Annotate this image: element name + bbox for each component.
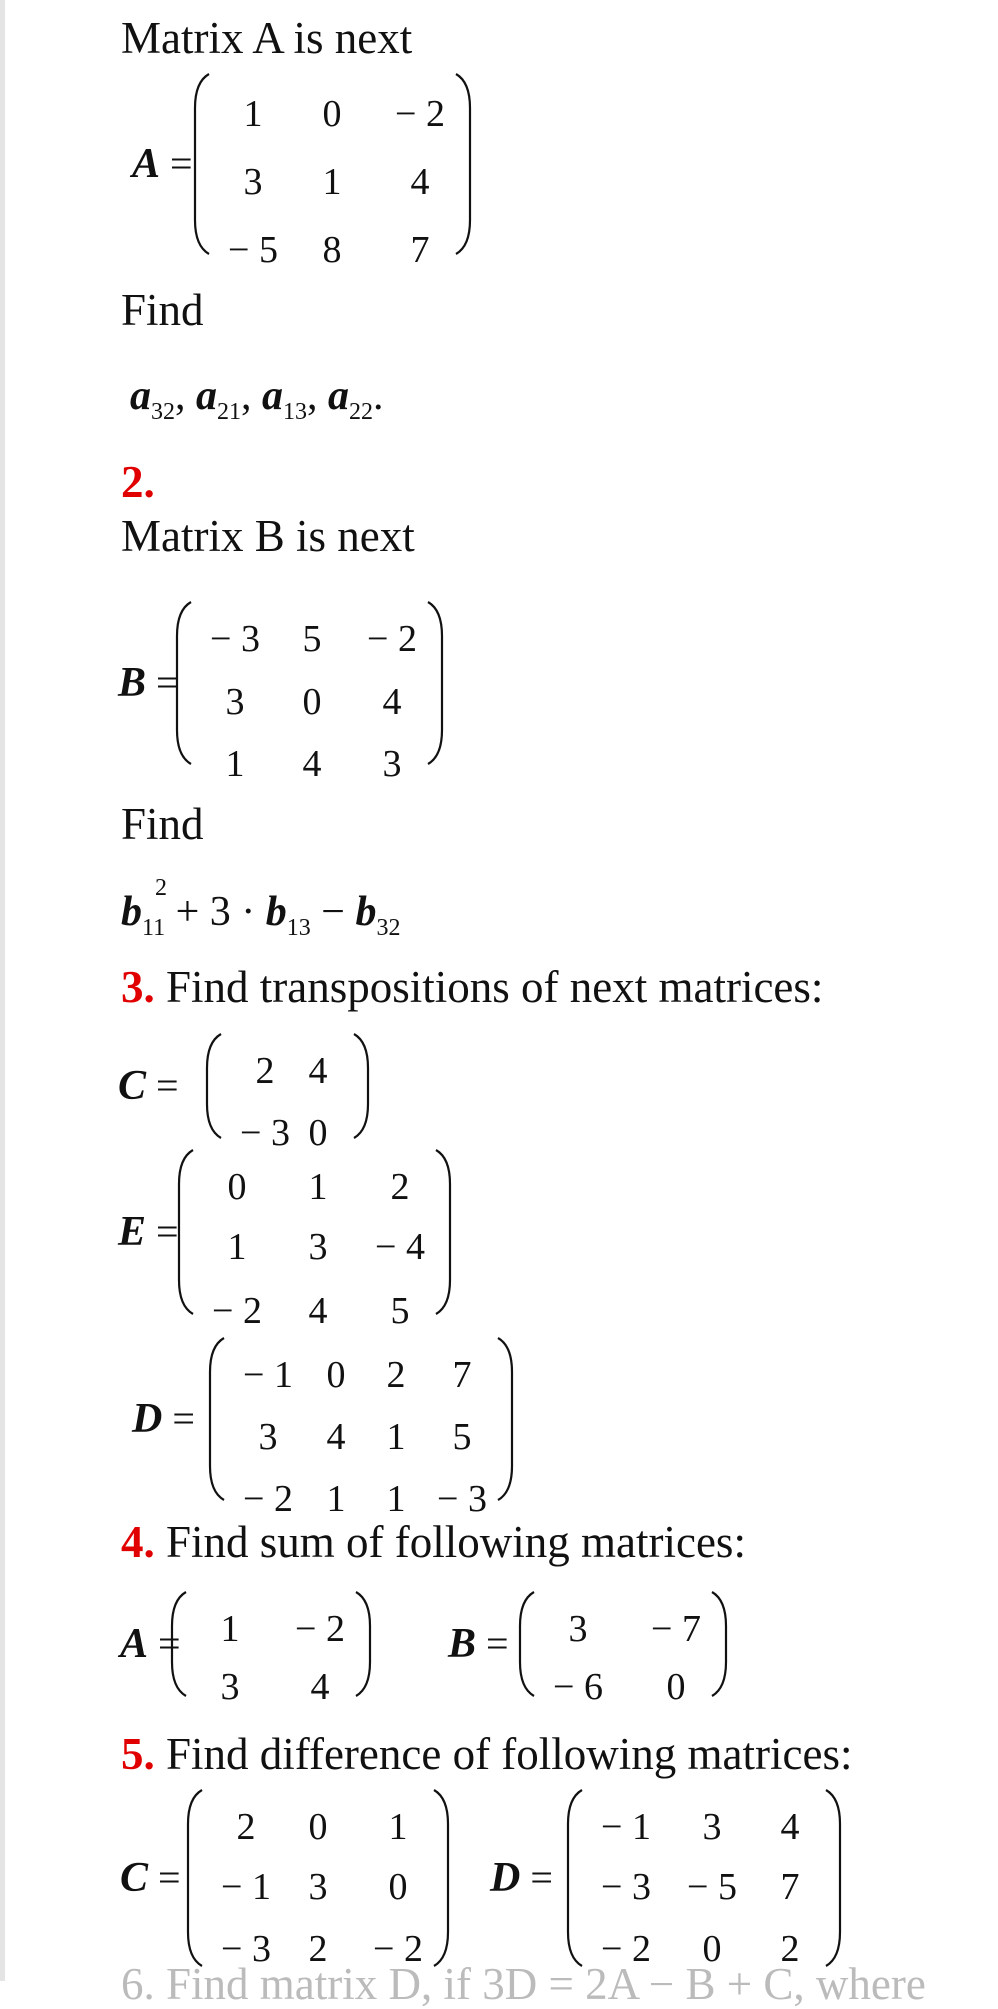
matrix-cell: 2 (780, 1928, 800, 1970)
matrix-cell: 1 (220, 1608, 240, 1650)
matrix-cell: 0 (702, 1928, 722, 1970)
matrix-cell: 3 (382, 743, 402, 785)
matrix-cell: 0 (308, 1112, 328, 1154)
matrix-name-label: A = (120, 1621, 181, 1667)
matrix-cell: 4 (302, 743, 322, 785)
term-b32: $b_{32}$ (355, 889, 401, 941)
matrix-cell: 4 (326, 1416, 346, 1458)
matrix-cell: − 2 (601, 1928, 651, 1970)
left-margin-bar (0, 0, 5, 1981)
matrix-cell: 1 (326, 1478, 346, 1520)
term-b11-squared: b 2 $_{11}$ (121, 875, 167, 941)
matrix-cell: 1 (243, 93, 263, 135)
matrix-cell: 3 (243, 161, 263, 203)
problem1-find-label: Find (121, 285, 204, 335)
matrix-cell: 1 (386, 1416, 406, 1458)
matrix-name-label: A = (132, 141, 193, 187)
matrix-cell: − 2 (295, 1608, 345, 1650)
matrix-cell: 4 (310, 1666, 330, 1708)
matrix-a (132, 70, 472, 271)
problem3-heading: 3. Find transpositions of next matrices: (121, 962, 824, 1012)
matrix-cell: − 5 (228, 229, 278, 271)
matrix-cell: 4 (410, 161, 430, 203)
matrix-cell: 0 (322, 93, 342, 135)
matrix-cell: 1 (386, 1478, 406, 1520)
problem2-intro: Matrix B is next (121, 511, 415, 561)
matrix-cell: 3 (702, 1806, 722, 1848)
matrix-cell: − 1 (221, 1866, 271, 1908)
matrix-cell: 2 (255, 1050, 275, 1092)
matrix-b (118, 598, 438, 785)
matrix-cell: 5 (302, 618, 322, 660)
matrix-cell: 3 (258, 1416, 278, 1458)
matrix-cell: 7 (410, 229, 430, 271)
matrix-cell: 2 (236, 1806, 256, 1848)
matrix-cell: 5 (390, 1290, 410, 1332)
matrix-cell: 3 (308, 1866, 328, 1908)
matrix-cell: 3 (225, 681, 245, 723)
matrix-cell: − 3 (210, 618, 260, 660)
problem2-expression: b 2 $_{11} + 3 \cdot b_{13} - b_{32}$ (121, 875, 401, 941)
matrix-d (132, 1334, 512, 1520)
matrix-cell: 4 (308, 1050, 328, 1092)
matrix-cell: 3 (568, 1608, 588, 1650)
matrix-cell: − 2 (395, 93, 445, 135)
matrix-name-label: D = (132, 1396, 195, 1442)
matrix-cell: − 6 (553, 1666, 603, 1708)
matrix-cell: 2 (386, 1354, 406, 1396)
matrix-cell: − 3 (437, 1478, 487, 1520)
matrix-d-diff (490, 1786, 830, 1970)
matrix-cell: 0 (302, 681, 322, 723)
matrix-a-sum (120, 1588, 370, 1708)
problem5-heading: 5. Find difference of following matrices: (121, 1729, 853, 1779)
matrix-cell: 1 (225, 743, 245, 785)
matrix-name-label: E = (118, 1209, 179, 1255)
element-a32: $a_{32}$, (130, 373, 186, 425)
matrix-name-label: D = (490, 1855, 553, 1901)
matrix-cell: − 7 (651, 1608, 701, 1650)
problem6-partial-text: 6. Find matrix D, if 3D = 2A − B + C, where (121, 1959, 926, 2009)
matrix-cell: 1 (322, 161, 342, 203)
matrix-cell: 0 (666, 1666, 686, 1708)
problem2-find-label: Find (121, 799, 204, 849)
matrix-name-label: C = (118, 1063, 179, 1109)
matrix-c-transpose (118, 1030, 368, 1154)
matrix-b-sum (448, 1588, 728, 1708)
matrix-cell: 4 (308, 1290, 328, 1332)
element-a22: $a_{22}$. (328, 373, 384, 425)
matrix-cell: 5 (452, 1416, 472, 1458)
matrix-cell: − 4 (375, 1226, 425, 1268)
matrix-cell: 2 (390, 1166, 410, 1208)
matrix-cell: 0 (308, 1806, 328, 1848)
problem1-elements (130, 372, 384, 426)
matrix-cell: 1 (308, 1166, 328, 1208)
matrix-cell: − 2 (212, 1290, 262, 1332)
matrix-name-label: B = (448, 1621, 509, 1667)
matrix-cell: 7 (452, 1354, 472, 1396)
term-b13: $b_{13}$ (265, 889, 311, 941)
matrix-name-label: C = (120, 1855, 181, 1901)
problem1-intro: Matrix A is next (121, 13, 413, 63)
problem4-heading: 4. Find sum of following matrices: (121, 1517, 746, 1567)
matrix-cell: 4 (780, 1806, 800, 1848)
matrix-cell: − 1 (601, 1806, 651, 1848)
matrix-cell: 3 (308, 1226, 328, 1268)
matrix-cell: 7 (780, 1866, 800, 1908)
matrix-cell: 1 (227, 1226, 247, 1268)
matrix-cell: − 5 (687, 1866, 737, 1908)
matrix-cell: 0 (227, 1166, 247, 1208)
matrix-cell: − 3 (240, 1112, 290, 1154)
matrix-cell: − 2 (373, 1928, 423, 1970)
matrix-cell: 0 (388, 1866, 408, 1908)
matrix-cell: − 2 (243, 1478, 293, 1520)
element-a21: $a_{21}$, (196, 373, 252, 425)
problem2-number: 2. (121, 457, 155, 507)
matrix-c-diff (120, 1786, 450, 1970)
matrix-cell: 3 (220, 1666, 240, 1708)
matrix-name-label: B = (118, 660, 179, 706)
matrix-e (118, 1146, 458, 1332)
matrix-cell: 8 (322, 229, 342, 271)
matrix-cell: − 3 (601, 1866, 651, 1908)
matrix-cell: 2 (308, 1928, 328, 1970)
matrix-cell: − 1 (243, 1354, 293, 1396)
matrix-cell: − 2 (367, 618, 417, 660)
matrix-cell: 4 (382, 681, 402, 723)
matrix-cell: 0 (326, 1354, 346, 1396)
element-a13: $a_{13}$, (262, 373, 318, 425)
matrix-cell: − 3 (221, 1928, 271, 1970)
matrix-cell: 1 (388, 1806, 408, 1848)
